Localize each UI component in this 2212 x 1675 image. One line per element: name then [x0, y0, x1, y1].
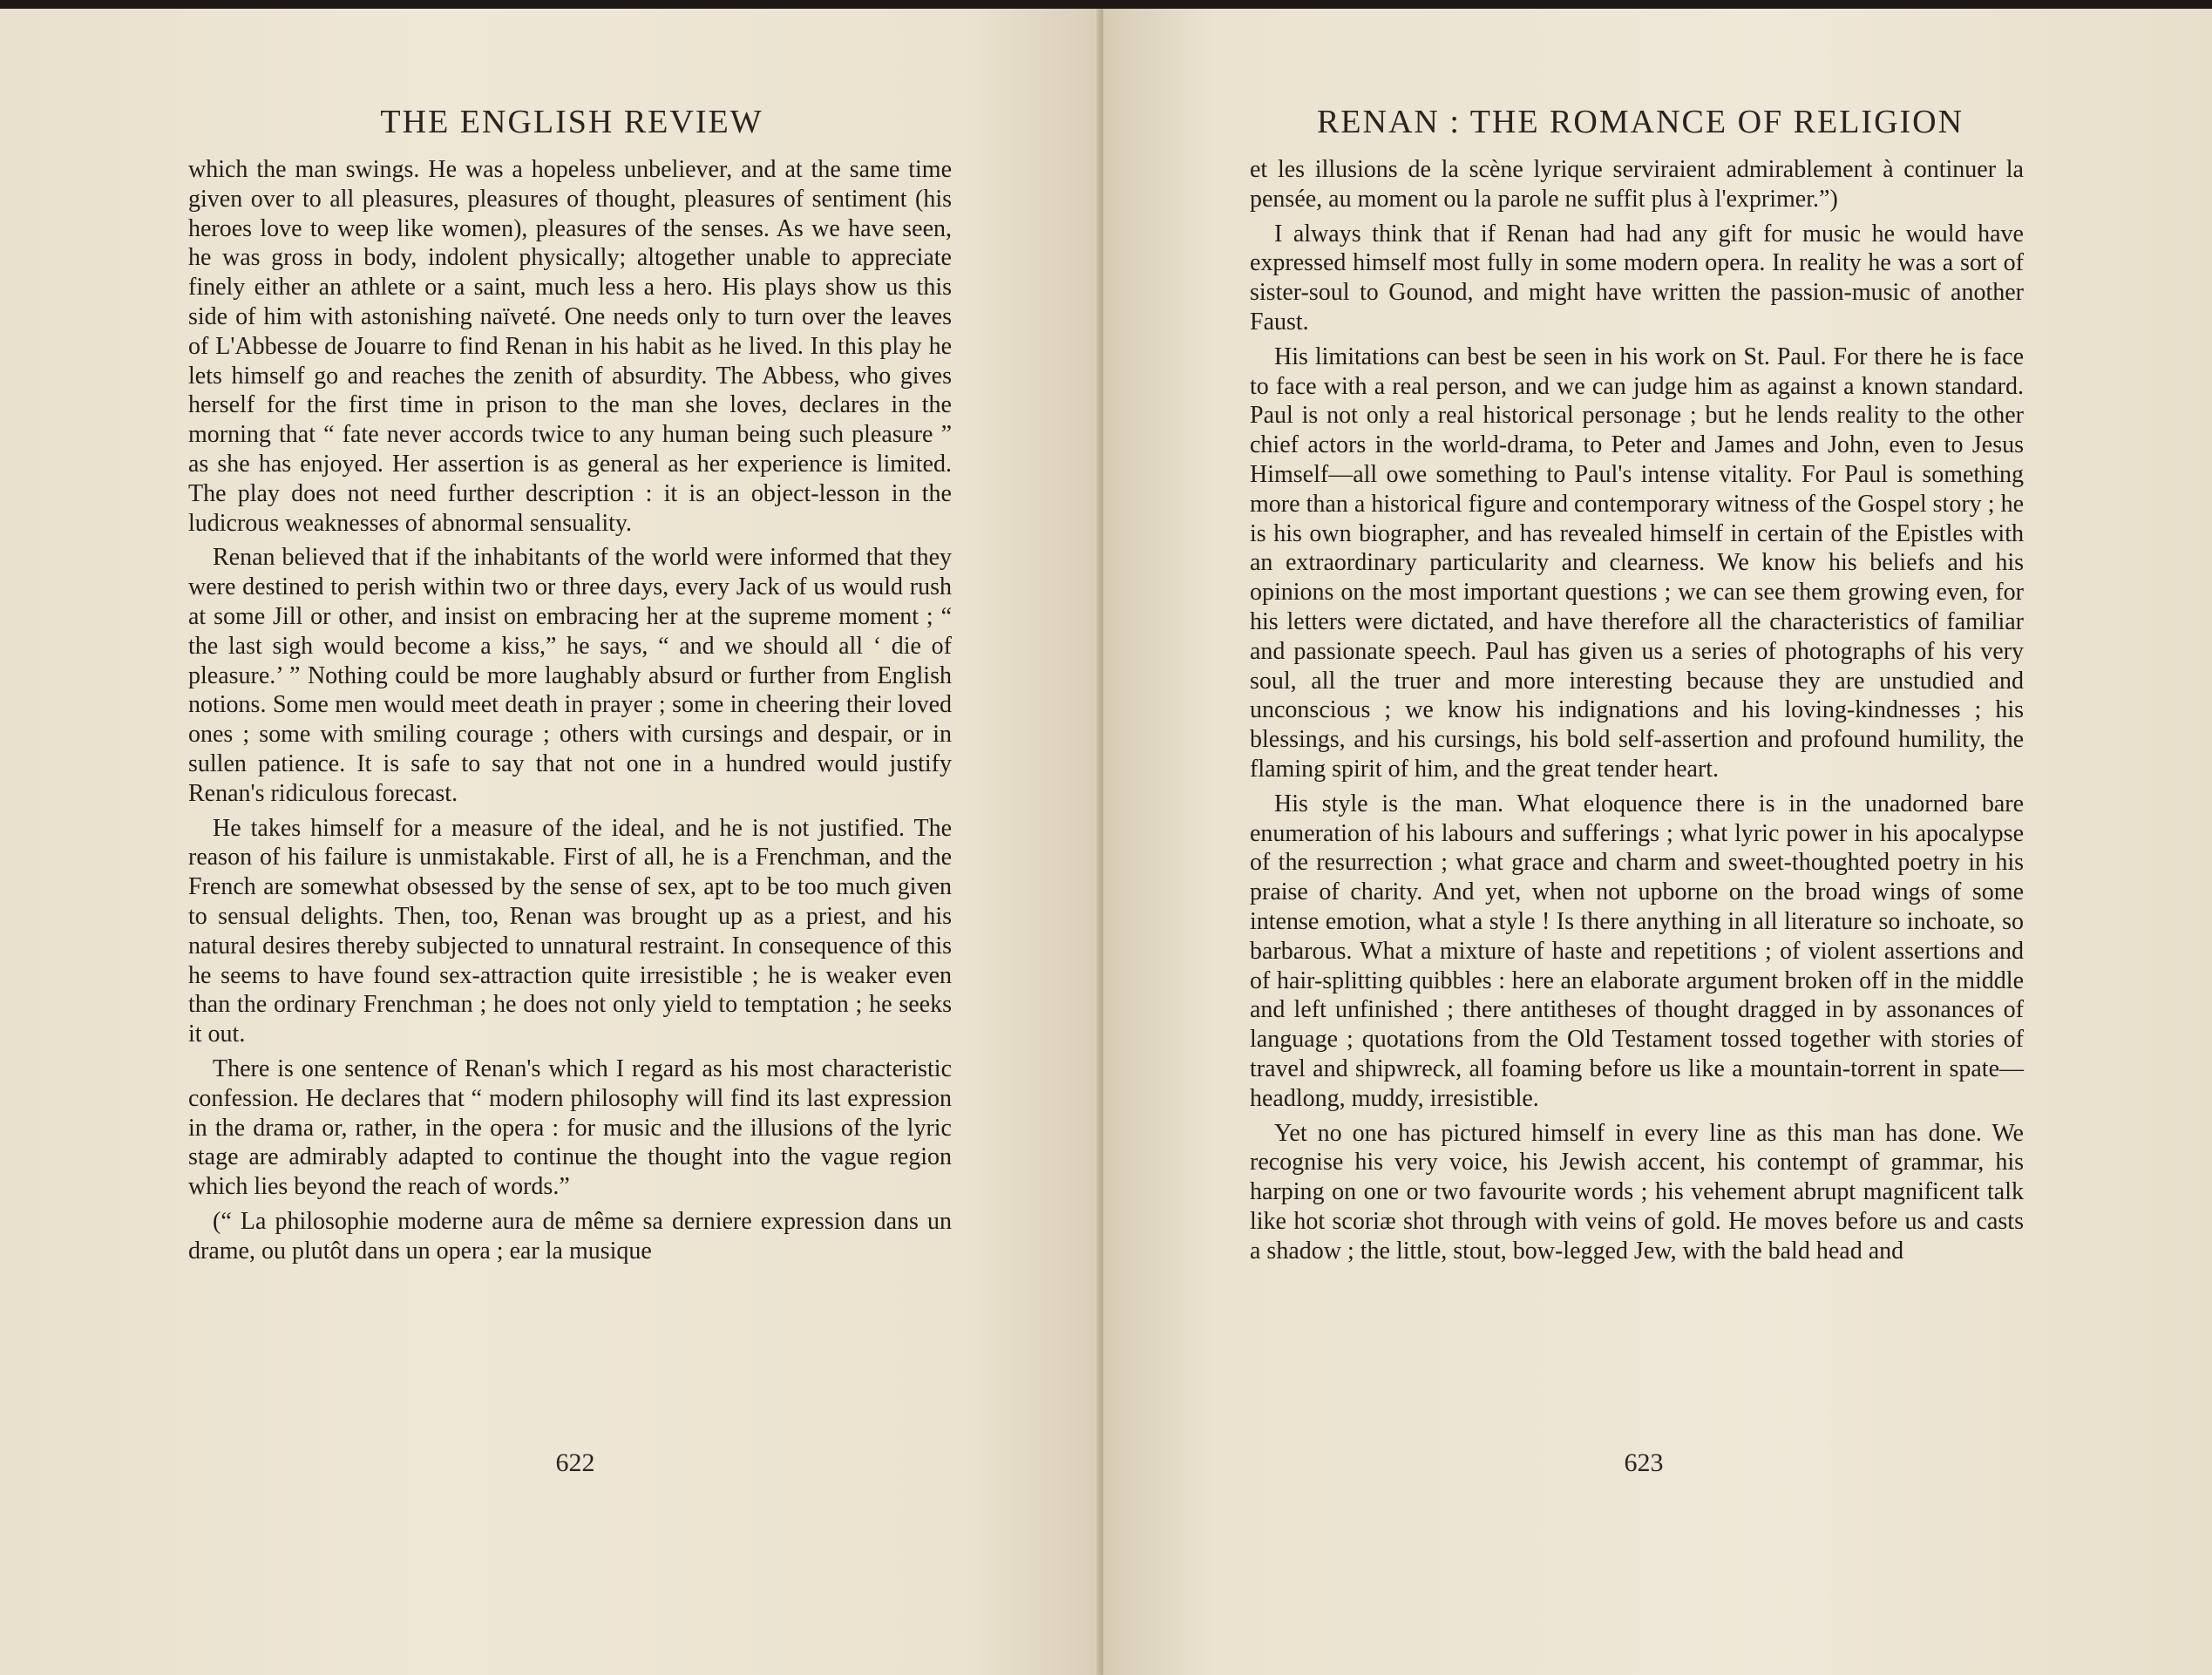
scan-edge	[0, 0, 2212, 9]
page-number: 622	[555, 1448, 595, 1477]
paragraph: His limitations can best be seen in his work on St. Paul. For there he is face to face with a real person, and we can judge him as against a known standard. Paul is not only a real historical personage ; but he lends reality to the other chief actors in the world-drama, to Peter and James and John, even to Jesus Himself—all owe something to Paul's intense vitality. For Paul is something more than a historical figure and contemporary witness of the Gospel story ; he is his own biographer, and has revealed himself in certain of the Epistles with an extraordinary particularity and clearness. We know his beliefs and his opinions on the most important questions ; we can see them growing even, for his letters were dictated, and have therefore all the characteristics of familiar and passionate speech. Paul has given us a series of photographs of his very soul, all the truer and more interesting because they are unstudied and unconscious ; we know his indignations and his loving-kindnesses ; his blessings, and his cursings, his bold self-assertion and profound humility, the flaming spirit of him, and the great tender heart.	[1250, 342, 2024, 783]
paragraph: He takes himself for a measure of the ideal, and he is not justified. The reason of his failure is unmistakable. First of all, he is a Frenchman, and the French are somewhat obsessed by the sense of sex, apt to be too much given to sensual delights. Then, too, Renan was brought up as a priest, and his natural desires thereby subjected to unnatural restraint. In consequence of this he seems to have found sex-attraction quite irresistible ; he is weaker even than the ordinary Frenchman ; he does not only yield to temptation ; he seeks it out.	[188, 814, 952, 1048]
body-text	[1250, 155, 2024, 1271]
paragraph: His style is the man. What eloquence there is in the unadorned bare enumeration of his labours and sufferings ; what lyric power in his apocalypse of the resurrection ; what grace and charm and sweet-thoughted poetry in his praise of charity. And yet, when not upborne on the broad wings of some intense emotion, what a style ! Is there anything in all literature so inchoate, so barbarous. What a mixture of haste and repetitions ; of violent assertions and of hair-splitting quibbles : here an elaborate argument broken off in the middle and left unfinished ; there antitheses of thought dragged in by assonances of language ; quotations from the Old Testament tossed together with stories of travel and shipwreck, all foaming before us like a mountain-torrent in spate—headlong, muddy, irresistible.	[1250, 790, 2024, 1112]
paragraph: There is one sentence of Renan's which I regard as his most characteristic confession. He declares that “ modern philosophy will find its last expression in the drama or, rather, in the opera : for music and the illusions of the lyric stage are admirably adapted to continue the thought into the vague region which lies beyond the reach of words.”	[188, 1055, 952, 1201]
running-head: RENAN : THE ROMANCE OF RELIGION	[1316, 104, 1964, 140]
page-number: 623	[1624, 1448, 1664, 1477]
paragraph: Yet no one has pictured himself in every line as this man has done. We recognise his very voice, his Jewish accent, his contempt of grammar, his harping on one or two favourite words ; his vehement abrupt magnificent talk like hot scoriæ shot through with veins of gold. He moves before us and casts a shadow ; the little, stout, bow-legged Jew, with the bald head and	[1250, 1119, 2024, 1265]
body-text	[188, 155, 952, 1271]
paragraph: et les illusions de la scène lyrique serviraient admirablement à continuer la pensée, au moment ou la parole ne suffit plus à l'exprimer.”)	[1250, 156, 2024, 213]
running-head: THE ENGLISH REVIEW	[380, 104, 763, 140]
left-page	[0, 9, 1100, 1675]
paragraph: I always think that if Renan had had any gift for music he would have expressed himself most fully in some modern opera. In reality he was a sort of sister-soul to Gounod, and might have written the passion-music of another Faust.	[1250, 220, 2024, 336]
right-page	[1103, 9, 2212, 1675]
paragraph: which the man swings. He was a hopeless unbeliever, and at the same time given over to all pleasures, pleasures of thought, pleasures of sentiment (his heroes love to weep like women), pleasures of the senses. As we have seen, he was gross in body, indolent physically; altogether unable to appreciate finely either an athlete or a saint, much less a hero. His plays show us this side of him with astonishing naïveté. One needs only to turn over the leaves of L'Abbesse de Jouarre to find Renan in his habit as he lived. In this play he lets himself go and reaches the zenith of absurdity. The Abbess, who gives herself for the first time in prison to the man she loves, declares in the morning that “ fate never accords twice to any human being such pleasure ” as she has enjoyed. Her assertion is as general as her experience is limited. The play does not need further description : it is an object-lesson in the ludicrous weaknesses of abnormal sensuality.	[188, 156, 952, 537]
paragraph: Renan believed that if the inhabitants of the world were informed that they were destined to perish within two or three days, every Jack of us would rush at some Jill or other, and insist on embracing her at the supreme moment ; “ the last sigh would become a kiss,” he says, “ and we should all ‘ die of pleasure.’ ” Nothing could be more laughably absurd or further from English notions. Some men would meet death in prayer ; some in cheering their loved ones ; some with smiling courage ; others with cursings and despair, or in sullen patience. It is safe to say that not one in a hundred would justify Renan's ridiculous forecast.	[188, 544, 952, 807]
paragraph: (“ La philosophie moderne aura de même sa derniere expression dans un drame, ou plutôt dans un opera ; ear la musique	[188, 1207, 952, 1265]
